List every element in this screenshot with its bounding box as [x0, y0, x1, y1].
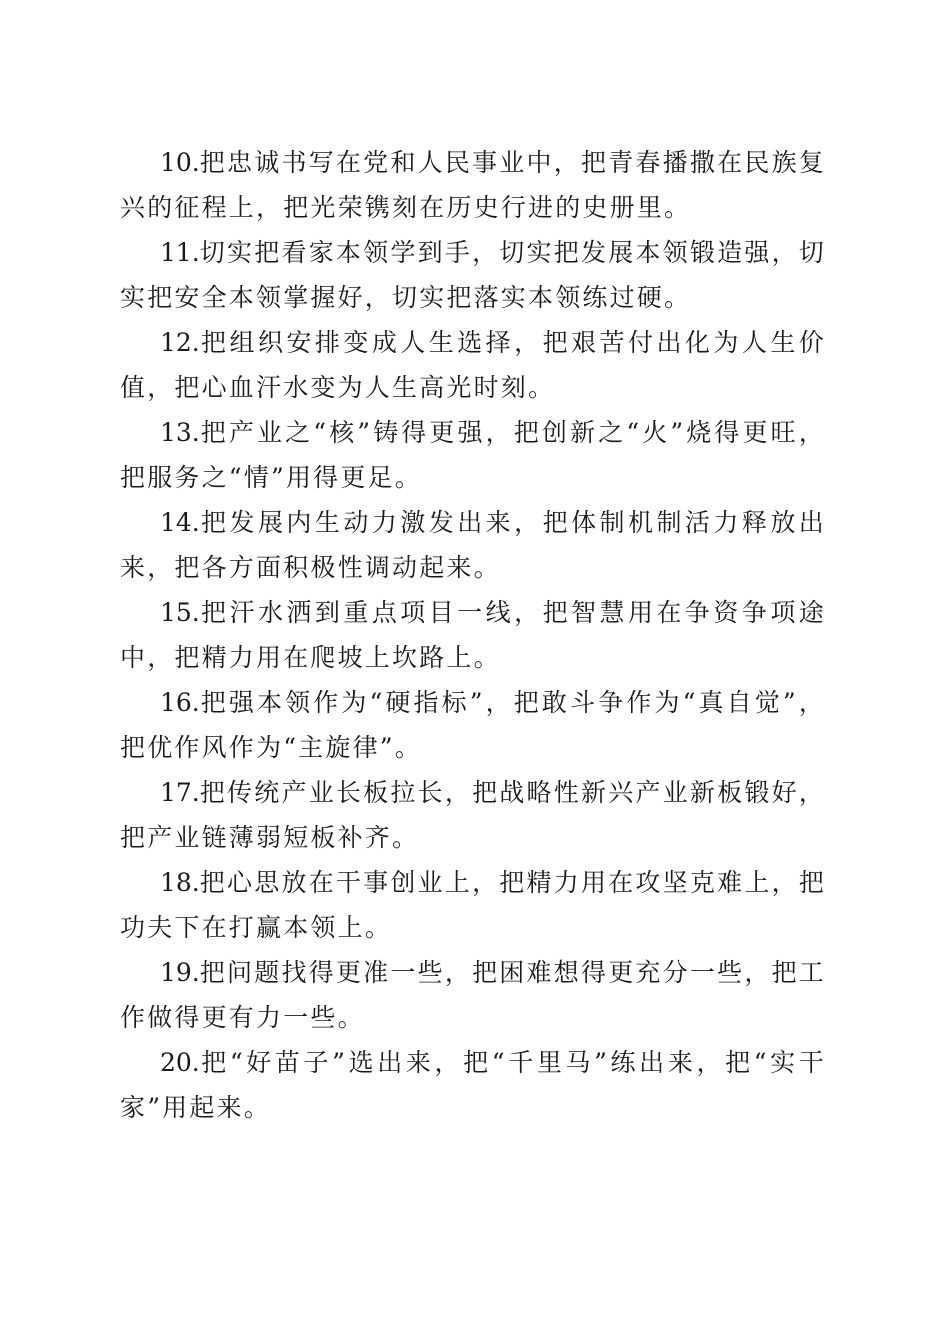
list-item [120, 1040, 826, 1130]
item-text: 把强本领作为“硬指标”，把敢斗争作为“真自觉”，把优作风作为“主旋律”。 [120, 688, 826, 762]
list-item [120, 590, 826, 680]
item-text: 把“好苗子”选出来，把“千里马”练出来，把“实干家”用起来。 [120, 1048, 826, 1122]
item-number: 13. [160, 418, 200, 447]
list-item [120, 500, 826, 590]
item-number: 20. [160, 1048, 200, 1077]
item-text: 把忠诚书写在党和人民事业中，把青春播撒在民族复兴的征程上，把光荣镌刻在历史行进的史册里。 [120, 148, 826, 222]
list-item [120, 950, 826, 1040]
item-number: 12. [160, 328, 200, 357]
list-item [120, 140, 826, 230]
item-number: 18. [160, 868, 200, 897]
item-text: 把心思放在干事创业上，把精力用在攻坚克难上，把功夫下在打赢本领上。 [120, 868, 826, 942]
item-number: 19. [160, 958, 200, 987]
item-text: 把组织安排变成人生选择，把艰苦付出化为人生价值，把心血汗水变为人生高光时刻。 [120, 328, 826, 402]
list-item [120, 680, 826, 770]
list-item [120, 770, 826, 860]
item-number: 17. [160, 778, 200, 807]
item-text: 把汗水洒到重点项目一线，把智慧用在争资争项途中，把精力用在爬坡上坎路上。 [120, 598, 826, 672]
item-number: 15. [160, 598, 200, 627]
list-item [120, 410, 826, 500]
list-item [120, 320, 826, 410]
item-number: 16. [160, 688, 200, 717]
item-number: 14. [160, 508, 200, 537]
item-text: 把问题找得更准一些，把困难想得更充分一些，把工作做得更有力一些。 [120, 958, 826, 1032]
item-text: 把发展内生动力激发出来，把体制机制活力释放出来，把各方面积极性调动起来。 [120, 508, 826, 582]
item-text: 把传统产业长板拉长，把战略性新兴产业新板锻好，把产业链薄弱短板补齐。 [120, 778, 826, 852]
item-number: 10. [160, 148, 200, 177]
item-text: 把产业之“核”铸得更强，把创新之“火”烧得更旺，把服务之“情”用得更足。 [120, 418, 826, 492]
list-item [120, 230, 826, 320]
item-number: 11. [160, 238, 200, 267]
list-item [120, 860, 826, 950]
document-body [120, 140, 826, 1130]
item-text: 切实把看家本领学到手，切实把发展本领锻造强，切实把安全本领掌握好，切实把落实本领练过硬。 [120, 238, 826, 312]
